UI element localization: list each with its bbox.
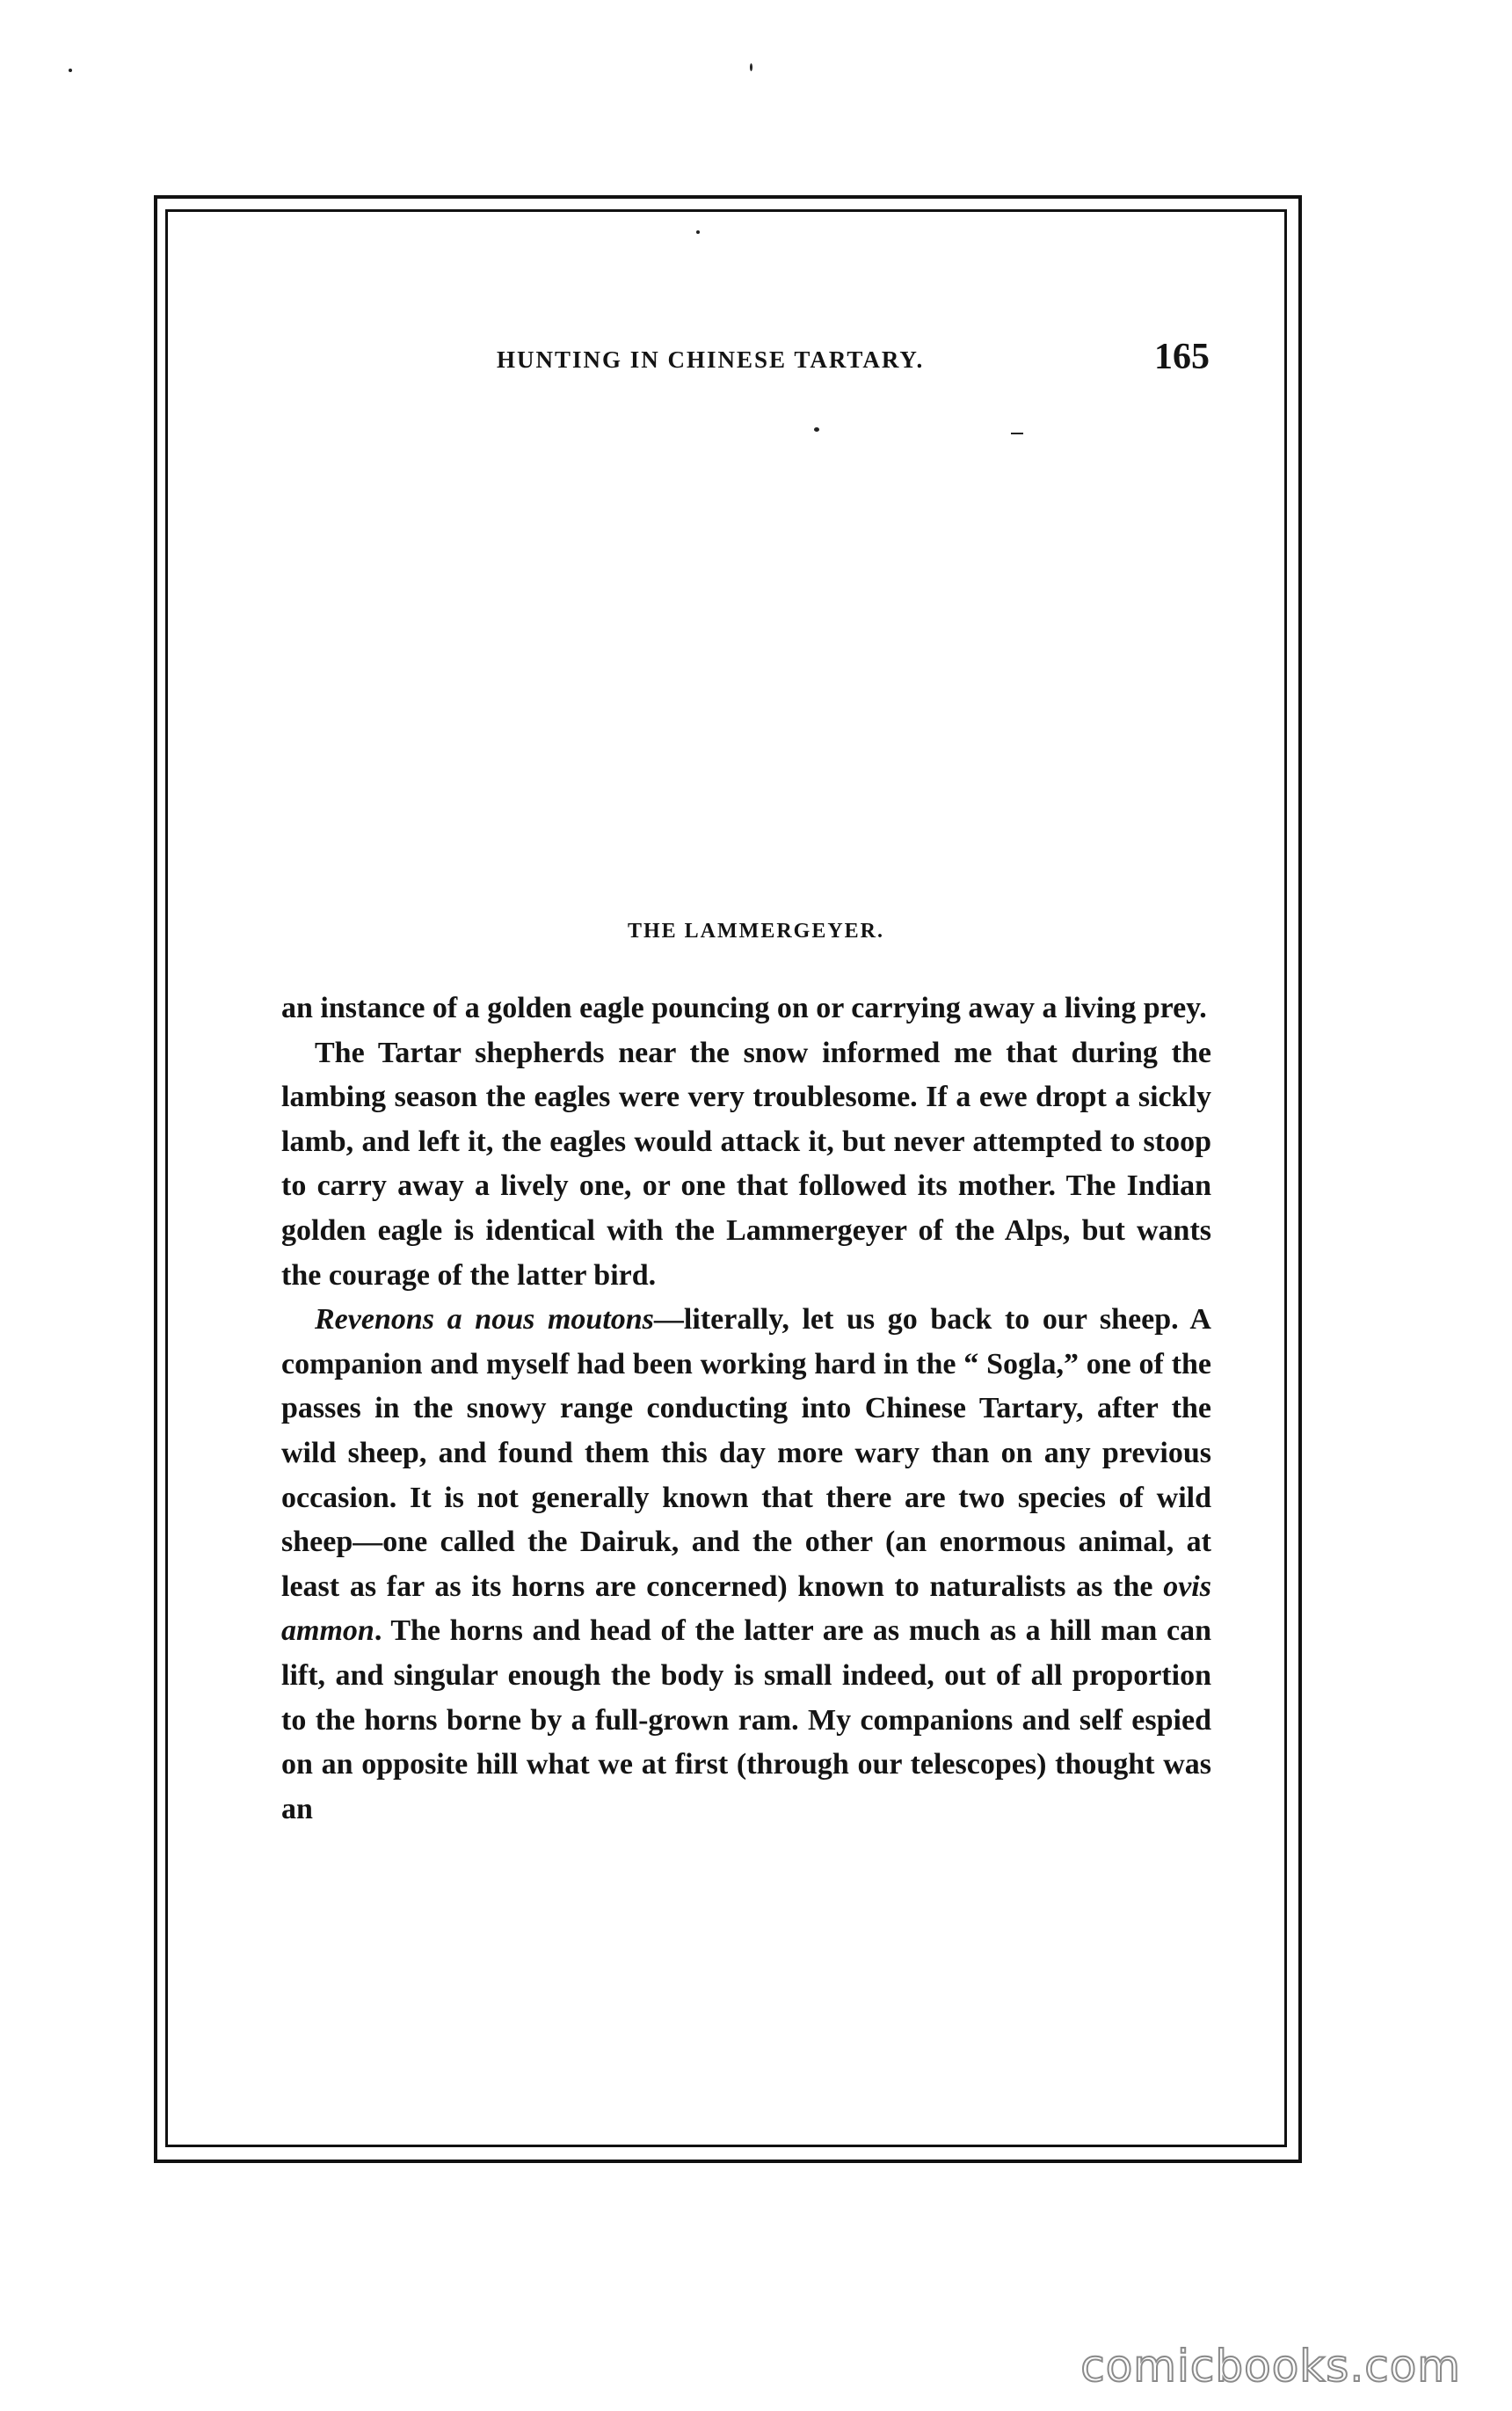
- section-title: THE LAMMERGEYER.: [627, 920, 884, 943]
- print-speck: [696, 230, 700, 234]
- page-number: 165: [1154, 337, 1210, 377]
- italic-phrase: ovis ammon: [281, 1570, 1211, 1648]
- watermark-logo: comicbooks.com: [1080, 2341, 1461, 2392]
- running-title: HUNTING IN CHINESE TARTARY.: [497, 346, 925, 373]
- print-speck: [1011, 433, 1023, 434]
- print-speck: [69, 69, 72, 72]
- paragraph: [281, 1298, 1211, 1832]
- paragraph: The Tartar shepherds near the snow informed me that during the lambing season the eagles were very troublesome. If a ewe dropt a sickly lamb, and left it, the eagles would attack it, but never attempted to stoop to carry away a lively one, or one that followed its mother. The Indian golden eagle is identical with the Lammergeyer of the Alps, but wants the courage of the latter bird.: [281, 1036, 1211, 1292]
- italic-phrase: Revenons a nous moutons: [315, 1303, 654, 1337]
- print-speck: [814, 427, 819, 432]
- paragraph-text: —literally, let us go back to our sheep. A companion and myself had been working hard in the “ Sogla,” one of the passes in the snowy range conducting into Chinese Tartary, after the wild sheep, and found them this day more wary than on any previous occasion. It is not generally known that there are two species of wild sheep—one called the Dairuk, and the other (an enormous animal, at least as far as its horns are concerned) known to naturalists as the: [281, 1303, 1211, 1603]
- body-text: [281, 987, 1211, 1832]
- running-head: [281, 336, 1213, 389]
- print-speck: [750, 63, 752, 71]
- paragraph: an instance of a golden eagle pouncing on or carrying away a living prey.: [281, 992, 1207, 1024]
- paragraph-text: . The horns and head of the latter are as much as a hill man can lift, and singular enough the body is small indeed, out of all proportion to the horns borne by a full-grown ram. My companions and self espied on an opposite hill what we at first (through our telescopes) thought was an: [281, 1614, 1211, 1825]
